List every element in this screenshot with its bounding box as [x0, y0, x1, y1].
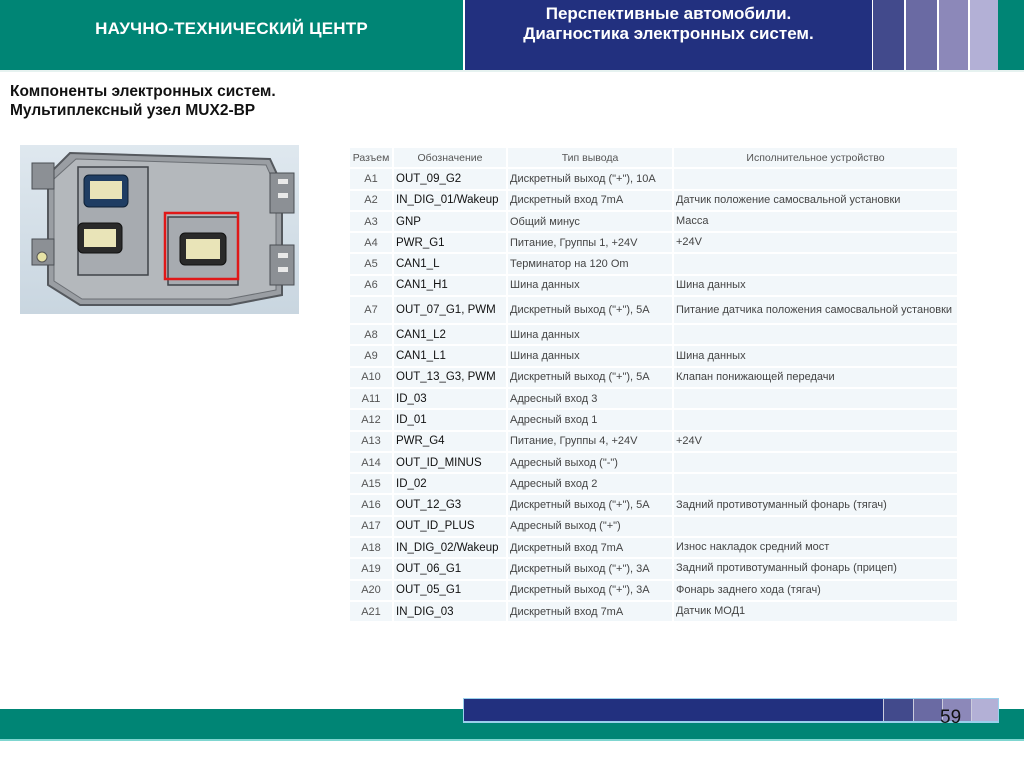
cell-output-type: Дискретный выход ("+"), 5A	[508, 368, 674, 389]
cell-actuator	[674, 517, 959, 538]
cell-actuator	[674, 325, 959, 346]
footer-bar	[463, 698, 999, 723]
cell-connector: A20	[350, 581, 394, 602]
header-stripe-3	[939, 0, 968, 70]
cell-designation: CAN1_L2	[394, 325, 508, 346]
cell-actuator: Задний противотуманный фонарь (тягач)	[674, 495, 959, 516]
slide-title	[10, 82, 276, 120]
org-name: НАУЧНО-ТЕХНИЧЕСКИЙ ЦЕНТР	[95, 19, 368, 38]
cell-output-type: Шина данных	[508, 276, 674, 297]
cell-connector: A8	[350, 325, 394, 346]
cell-output-type: Адресный выход ("-")	[508, 453, 674, 474]
cell-actuator: Износ накладок средний мост	[674, 538, 959, 559]
table-row	[350, 297, 959, 325]
table-row	[350, 389, 959, 410]
cell-designation: OUT_05_G1	[394, 581, 508, 602]
cell-connector: A2	[350, 191, 394, 212]
cell-designation: IN_DIG_02/Wakeup	[394, 538, 508, 559]
cell-designation: OUT_ID_MINUS	[394, 453, 508, 474]
cell-actuator	[674, 474, 959, 495]
cell-designation: OUT_ID_PLUS	[394, 517, 508, 538]
slide-title-line2: Мультиплексный узел MUX2-BP	[10, 102, 256, 119]
table-row	[350, 453, 959, 474]
cell-output-type: Шина данных	[508, 325, 674, 346]
cell-actuator: Питание датчика положения самосвальной установки	[674, 297, 959, 325]
table-row	[350, 254, 959, 275]
cell-connector: A7	[350, 297, 394, 325]
cell-output-type: Терминатор на 120 Om	[508, 254, 674, 275]
cell-connector: A15	[350, 474, 394, 495]
cell-designation: ID_01	[394, 410, 508, 431]
cell-designation: GNP	[394, 212, 508, 233]
table-row	[350, 517, 959, 538]
footer-navy-block	[464, 699, 883, 721]
cell-output-type: Дискретный вход 7mA	[508, 191, 674, 212]
cell-actuator: Масса	[674, 212, 959, 233]
table-row	[350, 474, 959, 495]
col-header-connector: Разъем	[350, 148, 394, 169]
cell-connector: A16	[350, 495, 394, 516]
mux-unit-illustration	[20, 145, 299, 314]
cell-actuator	[674, 169, 959, 190]
col-header-designation: Обозначение	[394, 148, 508, 169]
header-teal-edge	[998, 0, 1024, 70]
cell-output-type: Дискретный выход ("+"), 5A	[508, 297, 674, 325]
device-image	[20, 145, 299, 314]
table-row	[350, 346, 959, 367]
cell-connector: A5	[350, 254, 394, 275]
footer-stripe-2	[913, 699, 942, 721]
cell-connector: A4	[350, 233, 394, 254]
course-title-line2: Диагностика электронных систем.	[523, 24, 814, 43]
table-row	[350, 212, 959, 233]
cell-designation: OUT_06_G1	[394, 559, 508, 580]
cell-output-type: Шина данных	[508, 346, 674, 367]
cell-actuator: +24V	[674, 233, 959, 254]
cell-connector: A18	[350, 538, 394, 559]
cell-designation: OUT_09_G2	[394, 169, 508, 190]
header-org-banner	[0, 0, 463, 70]
cell-connector: A17	[350, 517, 394, 538]
cell-actuator: Клапан понижающей передачи	[674, 368, 959, 389]
cell-designation: ID_02	[394, 474, 508, 495]
cell-designation: PWR_G4	[394, 432, 508, 453]
cell-actuator: +24V	[674, 432, 959, 453]
slide-title-line1: Компоненты электронных систем.	[10, 83, 276, 100]
table-row	[350, 432, 959, 453]
cell-connector: A12	[350, 410, 394, 431]
cell-designation: OUT_12_G3	[394, 495, 508, 516]
cell-actuator: Задний противотуманный фонарь (прицеп)	[674, 559, 959, 580]
header-stripe-1	[873, 0, 904, 70]
cell-connector: A9	[350, 346, 394, 367]
table-row	[350, 233, 959, 254]
table-row	[350, 495, 959, 516]
col-header-actuator: Исполнительное устройство	[674, 148, 959, 169]
cell-actuator	[674, 410, 959, 431]
table-row	[350, 169, 959, 190]
cell-designation: CAN1_L	[394, 254, 508, 275]
cell-output-type: Питание, Группы 1, +24V	[508, 233, 674, 254]
page-number: 59	[940, 707, 962, 728]
footer-stripe-1	[883, 699, 913, 721]
table-row	[350, 602, 959, 623]
table-row	[350, 581, 959, 602]
table-header-row	[350, 148, 959, 169]
cell-designation: ID_03	[394, 389, 508, 410]
cell-actuator: Датчик МОД1	[674, 602, 959, 623]
course-title-line1: Перспективные автомобили.	[545, 4, 792, 23]
table-row	[350, 368, 959, 389]
cell-output-type: Дискретный выход ("+"), 5A	[508, 495, 674, 516]
cell-connector: A3	[350, 212, 394, 233]
table-row	[350, 410, 959, 431]
header-divider	[0, 70, 1024, 72]
cell-actuator	[674, 453, 959, 474]
cell-designation: OUT_07_G1, PWM	[394, 297, 508, 325]
cell-connector: A13	[350, 432, 394, 453]
table-row	[350, 559, 959, 580]
cell-connector: A11	[350, 389, 394, 410]
col-header-output-type: Тип вывода	[508, 148, 674, 169]
cell-designation: CAN1_L1	[394, 346, 508, 367]
cell-output-type: Дискретный выход ("+"), 3A	[508, 581, 674, 602]
cell-output-type: Дискретный вход 7mA	[508, 538, 674, 559]
header-stripe-2	[906, 0, 937, 70]
table-row	[350, 276, 959, 297]
cell-designation: PWR_G1	[394, 233, 508, 254]
cell-designation: OUT_13_G3, PWM	[394, 368, 508, 389]
cell-output-type: Дискретный выход ("+"), 10A	[508, 169, 674, 190]
cell-actuator: Датчик положение самосвальной установки	[674, 191, 959, 212]
cell-output-type: Адресный вход 2	[508, 474, 674, 495]
cell-output-type: Адресный выход ("+")	[508, 517, 674, 538]
cell-connector: A1	[350, 169, 394, 190]
table-row	[350, 538, 959, 559]
cell-output-type: Адресный вход 1	[508, 410, 674, 431]
cell-output-type: Питание, Группы 4, +24V	[508, 432, 674, 453]
cell-actuator	[674, 389, 959, 410]
header-course-banner	[465, 0, 872, 70]
cell-designation: CAN1_H1	[394, 276, 508, 297]
cell-connector: A14	[350, 453, 394, 474]
cell-actuator	[674, 254, 959, 275]
cell-designation: IN_DIG_03	[394, 602, 508, 623]
cell-output-type: Адресный вход 3	[508, 389, 674, 410]
footer-stripe-4	[971, 699, 998, 721]
cell-connector: A6	[350, 276, 394, 297]
pinout-table	[350, 148, 959, 623]
cell-actuator: Шина данных	[674, 346, 959, 367]
cell-actuator: Фонарь заднего хода (тягач)	[674, 581, 959, 602]
cell-output-type: Общий минус	[508, 212, 674, 233]
table-row	[350, 191, 959, 212]
cell-connector: A21	[350, 602, 394, 623]
table-row	[350, 325, 959, 346]
cell-connector: A19	[350, 559, 394, 580]
cell-actuator: Шина данных	[674, 276, 959, 297]
cell-output-type: Дискретный вход 7mA	[508, 602, 674, 623]
cell-output-type: Дискретный выход ("+"), 3A	[508, 559, 674, 580]
header-stripe-4	[970, 0, 998, 70]
cell-designation: IN_DIG_01/Wakeup	[394, 191, 508, 212]
cell-connector: A10	[350, 368, 394, 389]
